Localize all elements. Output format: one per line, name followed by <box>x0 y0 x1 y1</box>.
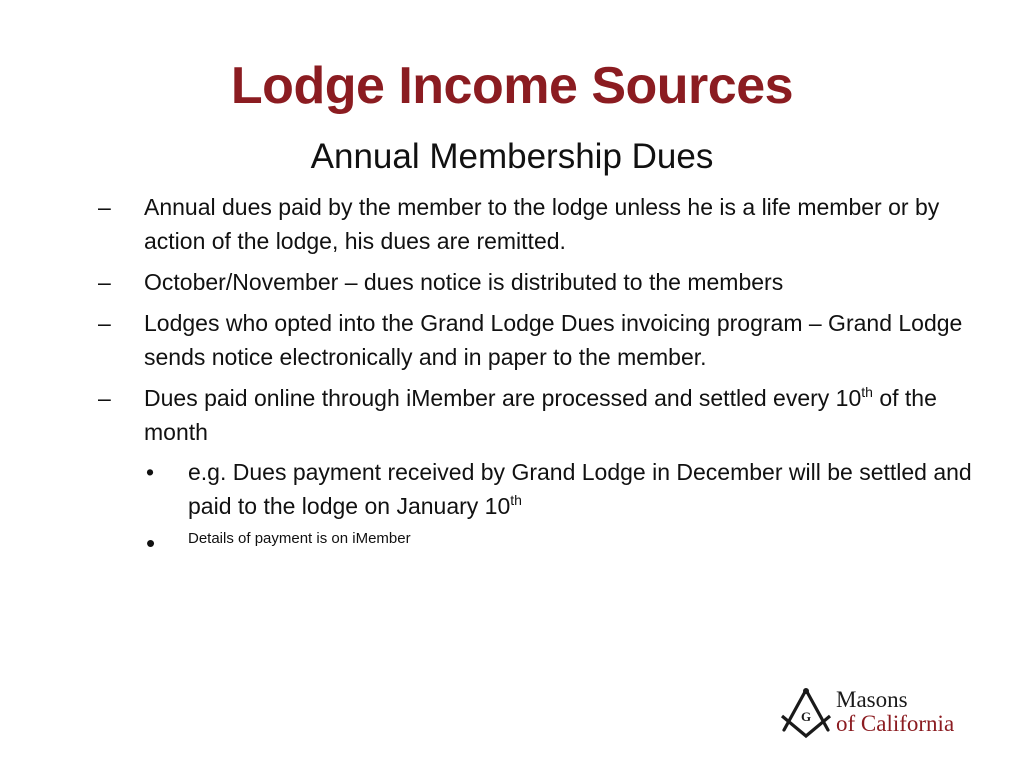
sub-bullet-item <box>144 455 978 523</box>
bullet-list <box>98 190 978 558</box>
dash-marker: – <box>98 269 111 295</box>
sub-bullet-list <box>144 455 978 558</box>
bullet-dot: • <box>146 459 155 485</box>
slide-title: Lodge Income Sources <box>230 57 794 115</box>
bullet-text: Lodges who opted into the Grand Lodge Dues invoicing program – Grand Lodge sends notice electronically and in paper to the member. <box>144 310 963 370</box>
bullet-text: Dues paid online through iMember are processed and settled every 10 <box>144 385 862 411</box>
logo-wordmark <box>836 688 954 736</box>
square-and-compass-icon <box>778 686 834 740</box>
ordinal-suffix: th <box>861 384 873 400</box>
logo-line-california: of California <box>836 711 955 736</box>
bullet-item <box>98 265 978 299</box>
ordinal-suffix: th <box>510 492 522 508</box>
masons-of-california-logo <box>778 686 978 742</box>
bullet-text: Annual dues paid by the member to the lodge unless he is a life member or by action of the lodge, his dues are remitted. <box>144 194 940 254</box>
logo-line-masons: Masons <box>836 687 908 712</box>
emblem-letter: G <box>800 709 812 724</box>
bullet-item <box>98 190 978 258</box>
bullet-text: October/November – dues notice is distributed to the members <box>144 269 784 295</box>
dash-marker: – <box>98 385 111 411</box>
bullet-item <box>98 381 978 558</box>
sub-bullet-text: Details of payment is on iMember <box>188 530 411 547</box>
dash-marker: – <box>98 194 111 220</box>
slide-subtitle: Annual Membership Dues <box>310 137 714 176</box>
dash-marker: – <box>98 310 111 336</box>
sub-bullet-text: e.g. Dues payment received by Grand Lodge in December will be settled and paid to the lodge on January 10 <box>188 459 972 519</box>
sub-bullet-item <box>144 527 978 558</box>
bullet-dot: • <box>146 528 156 558</box>
bullet-text-continued: of the month <box>144 385 937 445</box>
bullet-item <box>98 306 978 374</box>
